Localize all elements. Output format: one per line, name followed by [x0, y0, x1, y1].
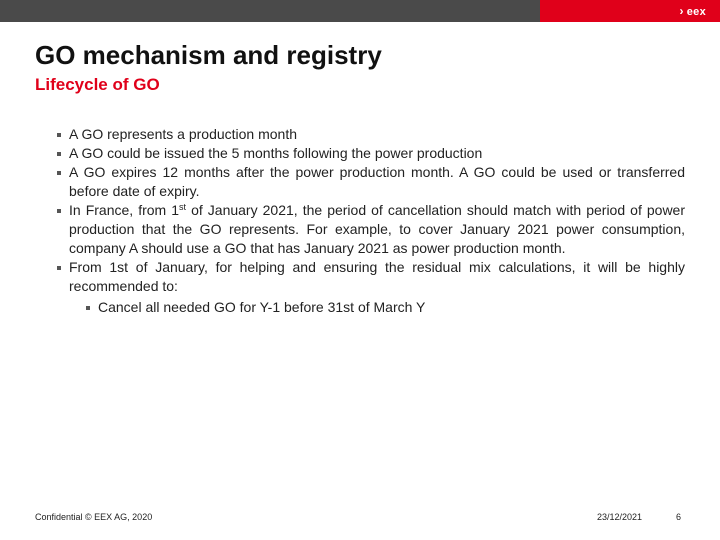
bullet-text-prefix: In France, from 1 — [69, 202, 180, 218]
bullet-item: A GO represents a production month — [57, 125, 685, 144]
slide-subtitle: Lifecycle of GO — [35, 75, 160, 94]
bullet-text-rest: of January 2021, the period of cancellation should match with period of power production that the GO represents. For example, to cover January 2021 power consumption, company A should use a GO that has January 2021 as power production month. — [69, 202, 685, 256]
eex-logo — [679, 4, 706, 18]
slide-title: GO mechanism and registry — [35, 40, 382, 70]
bullet-item: A GO could be issued the 5 months following the power production — [57, 144, 685, 163]
footer-confidential: Confidential © EEX AG, 2020 — [35, 512, 153, 522]
slide-content — [57, 125, 685, 317]
brand-bar — [540, 0, 720, 22]
top-bar — [0, 0, 540, 22]
page-number: 6 — [676, 512, 682, 522]
bullet-group-1 — [57, 125, 685, 201]
chevron-right-icon: › — [679, 4, 684, 18]
bullet-group-3 — [57, 258, 685, 317]
ordinal-superscript: st — [179, 202, 187, 212]
bullet-item — [57, 258, 685, 317]
bullet-group-2 — [57, 201, 685, 258]
footer-date: 23/12/2021 — [597, 512, 643, 522]
logo-text: eex — [686, 6, 706, 18]
sub-bullet-item: Cancel all needed GO for Y-1 before 31st of March Y — [86, 298, 685, 317]
sub-bullet-list — [69, 298, 685, 317]
bullet-item: A GO expires 12 months after the power production month. A GO could be used or transferred before date of expiry. — [57, 163, 685, 201]
bullet-item — [57, 201, 685, 258]
bullet-text: From 1st of January, for helping and ensuring the residual mix calculations, it will be highly recommended to: — [69, 259, 685, 294]
